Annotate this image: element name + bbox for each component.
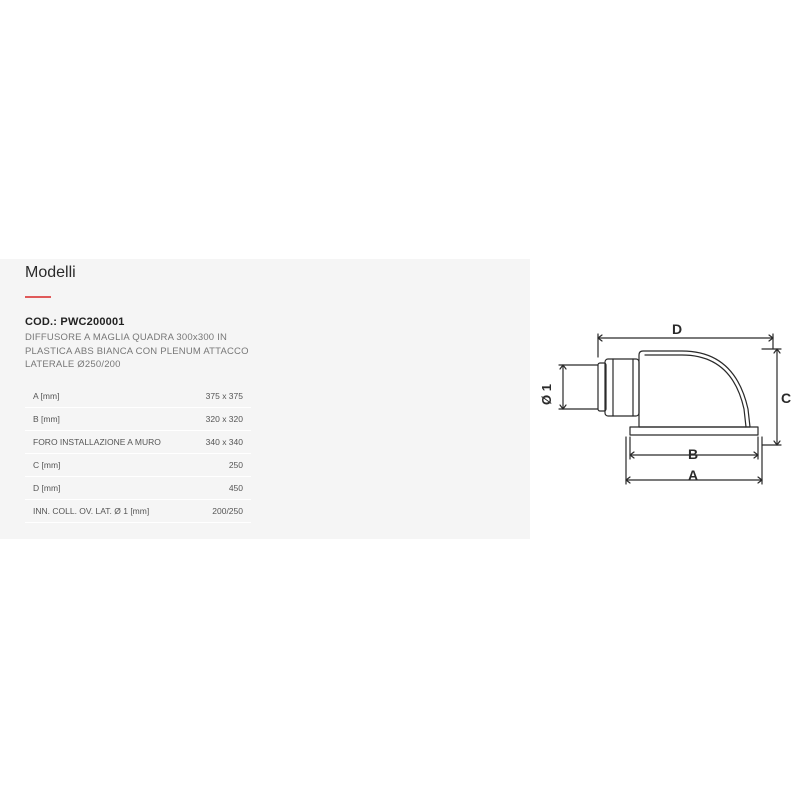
spec-value: 340 x 340: [190, 431, 251, 454]
table-row: [25, 408, 251, 431]
spec-value: 375 x 375: [190, 385, 251, 408]
table-row: [25, 500, 251, 523]
side-collar: [605, 359, 639, 416]
product-info-panel: [0, 259, 530, 539]
table-row: [25, 454, 251, 477]
spec-label: C [mm]: [25, 454, 190, 477]
label-c: C: [781, 390, 792, 406]
spec-label: FORO INSTALLAZIONE A MURO: [25, 431, 190, 454]
plenum-body: [639, 351, 750, 427]
spec-value: 200/250: [190, 500, 251, 523]
technical-drawing-panel: [530, 259, 800, 539]
product-description: DIFFUSORE A MAGLIA QUADRA 300x300 IN PLASTICA ABS BIANCA CON PLENUM ATTACCO LATERALE Ø250/200: [25, 332, 249, 370]
section-title: Modelli: [25, 264, 76, 281]
table-row: [25, 431, 251, 454]
table-row: [25, 385, 251, 408]
diffuser-technical-drawing: [530, 259, 800, 539]
spec-label: A [mm]: [25, 385, 190, 408]
spec-label: D [mm]: [25, 477, 190, 500]
title-accent-line: [25, 296, 51, 298]
label-phi: Ø 1: [539, 384, 554, 405]
spec-value: 450: [190, 477, 251, 500]
table-row: [25, 477, 251, 500]
label-b: B: [688, 446, 699, 462]
product-code: COD.: PWC200001: [25, 316, 125, 328]
label-a: A: [688, 467, 699, 483]
spec-value: 320 x 320: [190, 408, 251, 431]
spec-label: INN. COLL. OV. LAT. Ø 1 [mm]: [25, 500, 190, 523]
label-d: D: [672, 321, 683, 337]
specs-table: [25, 385, 251, 523]
spec-label: B [mm]: [25, 408, 190, 431]
product-section: [0, 259, 800, 539]
spec-value: 250: [190, 454, 251, 477]
diffuser-flange: [630, 427, 758, 435]
